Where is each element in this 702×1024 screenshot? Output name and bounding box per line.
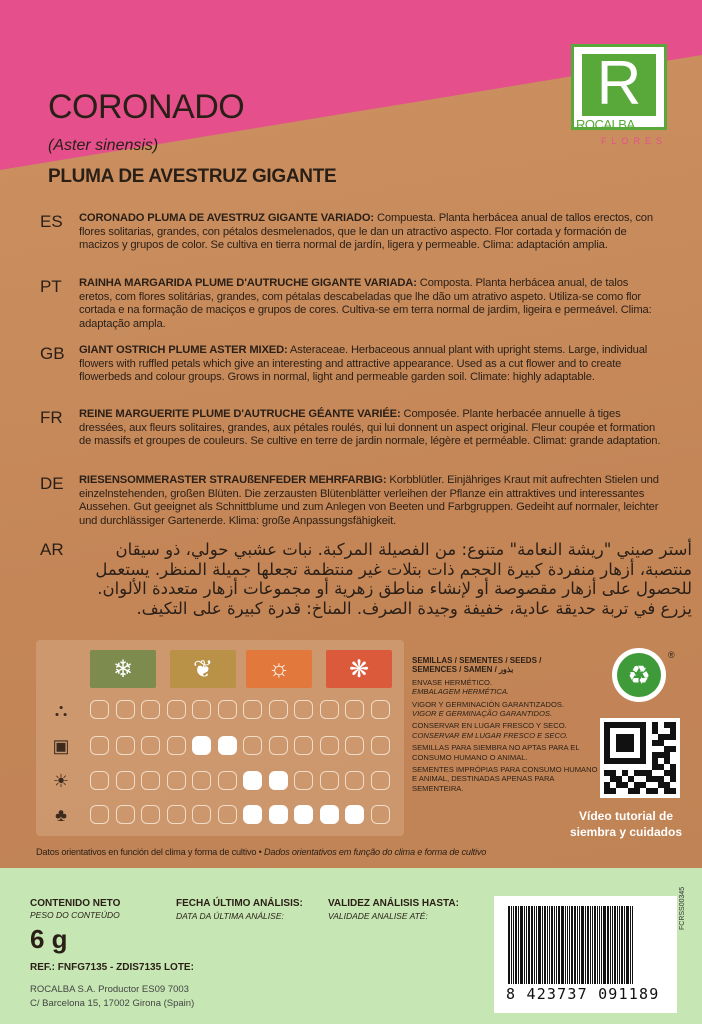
description-es [79, 212, 664, 253]
calendar-cell [192, 736, 211, 755]
net-content-label: CONTENIDO NETO [30, 898, 121, 909]
qr-code[interactable] [600, 718, 680, 798]
description-text: Composta. Planta herbácea anual, de talos eretos, com flores solitárias, grandes, com pétalas descabeladas que lhe dão um atrativo aspeto. Utiliza-se como flor cortada e na formação de maciços e grupos de cores. Cultiva-se em terra normal de jardim, ligeira e permeável. Clima: adaptação ampla. [79, 277, 652, 330]
description-pt [79, 277, 664, 331]
description-fr [79, 408, 664, 449]
calendar-cell [167, 700, 186, 719]
green-dot-recycle-logo [612, 648, 666, 702]
calendar-cell [116, 700, 135, 719]
logo-word: ROCALBA [576, 117, 635, 132]
calendar-cell [141, 700, 160, 719]
barcode-bars [508, 906, 664, 984]
seed-info-alt: VIGOR E GERMINAÇÃO GARANTIDOS. [412, 709, 553, 719]
calendar-cell [371, 771, 390, 790]
calendar-cell [371, 805, 390, 824]
seed-info-main: SEMENTES IMPRÓPIAS PARA CONSUMO HUMANO E ANIMAL, DESTINADAS APENAS PARA SEMENTEIRA. [412, 765, 598, 793]
logo-frame [571, 44, 667, 130]
lot-label: LOTE: [163, 962, 194, 973]
calendar-cell [167, 771, 186, 790]
seeds-heading-arabic: بذور [499, 665, 514, 675]
calendar-cell [345, 700, 364, 719]
calendar-cell [294, 805, 313, 824]
logo-letter: R [582, 54, 656, 116]
seed-info-alt: CONSERVAR EM LUGAR FRESCO E SECO. [412, 730, 568, 740]
lang-code-pt: PT [40, 277, 62, 296]
sun-icon: ☼ [246, 650, 312, 688]
seed-items [412, 678, 602, 793]
seed-info-item [412, 721, 602, 740]
calendar-cell [192, 771, 211, 790]
calendar-cell [90, 736, 109, 755]
product-subtitle: PLUMA DE AVESTRUZ GIGANTE [48, 166, 337, 187]
calendar-cell [269, 700, 288, 719]
seed-info-main: ENVASE HERMÉTICO. [412, 677, 493, 687]
registered-mark: ® [668, 650, 675, 660]
orientation-note [36, 847, 486, 857]
seed-info-main: VIGOR Y GERMINACIÓN GARANTIZADOS. [412, 699, 565, 709]
calendar-cell [371, 700, 390, 719]
seeds-info [412, 656, 602, 793]
calendar-cell [345, 736, 364, 755]
calendar-cell [90, 700, 109, 719]
calendar-cell [294, 700, 313, 719]
description-heading: RAINHA MARGARIDA PLUME D'AUTRUCHE GIGANTE VARIADA: [79, 277, 417, 289]
calendar-cell [218, 700, 237, 719]
calendar-cell [167, 805, 186, 824]
arabic-description: أستر صيني "ريشة النعامة" متنوع: من الفصيلة المركبة. نبات عشبي حولي، ذو سيقان منتصبة، أزهار منفردة كبيرة الحجم ذات بتلات غير منتظمة تجعلها جميلة المنظر. يستعمل للحصول على أزهار مقصوصة أو لإنشاء مناطق زهرية أو مجموعات أزهار متعددة الألوان. يزرع في تربة حديقة عادية، خفيفة وجيدة الصرف. المناخ: قدرة كبيرة على التكيف. [95, 540, 692, 618]
seed-sowing-icon: ⛬ [54, 699, 68, 720]
calendar-cell [218, 805, 237, 824]
seeds-heading-2 [412, 665, 602, 674]
calendar-cell [192, 700, 211, 719]
description-gb [79, 344, 664, 385]
lang-code-gb: GB [40, 344, 65, 363]
leaf-icon: ❦ [170, 650, 236, 688]
calendar-cell [116, 805, 135, 824]
seed-info-item [412, 765, 602, 793]
lang-code-fr: FR [40, 408, 63, 427]
seed-info-alt: EMBALAGEM HERMÉTICA. [412, 687, 510, 697]
seed-info-item [412, 700, 602, 719]
analysis-date-label-pt: DATA DA ÚLTIMA ANÁLISE: [176, 911, 284, 921]
calendar-cell [243, 700, 262, 719]
calendar-cell [90, 805, 109, 824]
company-line-1: ROCALBA S.A. Productor ES09 7003 [30, 984, 189, 995]
calendar-cell [141, 805, 160, 824]
calendar-cell [294, 736, 313, 755]
calendar-cell [345, 771, 364, 790]
sow-outdoor-icon: ☀ [52, 770, 70, 791]
calendar-cell [167, 736, 186, 755]
description-text: Composée. Plante herbacée annuelle à tiges dressées, aux fleurs solitaires, grandes, aux pétales roulés, qui lui donnent un aspect original. Fleur coupée et formation de massifs et groupes de couleurs. Se cultive en terre de jardin normale, légère et perméable. Climat: grande adaptation. [79, 408, 661, 448]
calendar-cell [371, 736, 390, 755]
barcode [494, 896, 677, 1013]
calendar-cell [269, 736, 288, 755]
calendar-cell [320, 700, 339, 719]
calendar-cell [218, 736, 237, 755]
orientation-note-es: Datos orientativos en función del clima y forma de cultivo • [36, 847, 262, 857]
description-heading: RIESENSOMMERASTER STRAUßENFEDER MEHRFARBIG: [79, 474, 387, 486]
video-tutorial-label: Vídeo tutorial de siembra y cuidados [569, 809, 683, 839]
description-heading: REINE MARGUERITE PLUME D'AUTRUCHE GÉANTE VARIÉE: [79, 408, 401, 420]
calendar-cell [243, 805, 262, 824]
seed-info-item [412, 743, 602, 762]
maple-leaf-icon: ❋ [326, 650, 392, 688]
snowflake-icon: ❄ [90, 650, 156, 688]
validity-label-pt: VALIDADE ANALISE ATÉ: [328, 911, 428, 921]
calendar-cell [243, 736, 262, 755]
net-content-label-pt: PESO DO CONTEÚDO [30, 910, 120, 920]
calendar-cell [294, 771, 313, 790]
lang-code-ar: AR [40, 540, 64, 559]
logo-subtitle: FLORES [601, 136, 668, 146]
seeds-heading-1 [412, 656, 602, 665]
latin-name: (Aster sinensis) [48, 137, 159, 154]
calendar-cell [320, 805, 339, 824]
rocalba-logo [571, 44, 667, 152]
description-heading: GIANT OSTRICH PLUME ASTER MIXED: [79, 344, 288, 356]
description-heading: CORONADO PLUMA DE AVESTRUZ GIGANTE VARIADO: [79, 212, 374, 224]
calendar-cell [141, 771, 160, 790]
recycle-icon: ♻ [617, 653, 661, 697]
calendar-cell [320, 771, 339, 790]
sowing-calendar [36, 640, 404, 836]
description-text: Compuesta. Planta herbácea anual de tallos erectos, con flores solitarias, grandes, con pétalos desmelenados, que le dan un atractivo aspecto. Flor cortada y formación de macizos y grupos de color. Se cultiva en tierra normal de jardín, ligera y permeable. Clima: adaptación amplia. [79, 212, 653, 252]
sow-in-tray-icon: ▣ [52, 735, 70, 756]
qr-code-grid [604, 722, 676, 794]
seed-info-item [412, 678, 602, 697]
calendar-cell [320, 736, 339, 755]
seed-info-main: SEMILLAS PARA SIEMBRA NO APTAS PARA EL CONSUMO HUMANO O ANIMAL. [412, 743, 580, 762]
seeds-heading-text-2: SEMENCES / SAMEN / [412, 665, 497, 675]
calendar-cell [192, 805, 211, 824]
calendar-cell [269, 805, 288, 824]
analysis-date-label: FECHA ÚLTIMO ANÁLISIS: [176, 898, 303, 909]
calendar-cell [218, 771, 237, 790]
description-text: Korbblütler. Einjähriges Kraut mit aufrechten Stielen und einzelnstehenden, großen Blüten. Die zerzausten Blütenblätter verleihen der Pflanze ein attraktives und interessantes Aussehen. Gut geeignet als Schnittblume und zum Anlegen von Beeten und Farbgruppen. Gedeiht auf normaler, leichter und durchlässiger Gartenerde. Klima: große Anpassungsfähigkeit. [79, 474, 659, 527]
calendar-cell [243, 771, 262, 790]
calendar-cell [116, 771, 135, 790]
calendar-cell [90, 771, 109, 790]
side-code: FCRSS00345 [679, 886, 686, 930]
reference-line [30, 962, 194, 973]
company-info [30, 983, 194, 1011]
calendar-cell [141, 736, 160, 755]
harvest-icon: ♣ [55, 804, 67, 825]
lang-code-es: ES [40, 212, 63, 231]
calendar-cell [345, 805, 364, 824]
calendar-cell [116, 736, 135, 755]
orientation-note-pt: Dados orientativos em função do clima e forma de cultivo [263, 847, 487, 857]
net-weight: 6 g [30, 924, 68, 954]
validity-label: VALIDEZ ANÁLISIS HASTA: [328, 898, 459, 909]
calendar-cell [269, 771, 288, 790]
product-title: CORONADO [48, 88, 245, 126]
description-text: Asteraceae. Herbaceous annual plant with upright stems. Large, individual flowers with ruffled petals which give an interesting and attractive appearance. Used as a cut flower and to create flowerbeds and colour groups. Grows in normal, light and permeable garden soil. Climate: highly adaptable. [79, 344, 648, 384]
reference-code: REF.: FNFG7135 - ZDIS7135 [30, 962, 162, 973]
description-de [79, 474, 664, 528]
barcode-number: 8 423737 091189 [506, 985, 660, 1003]
lang-code-de: DE [40, 474, 64, 493]
seed-info-main: CONSERVAR EN LUGAR FRESCO Y SECO. [412, 721, 567, 731]
seeds-heading-text: SEMILLAS / SEMENTES / SEEDS / [412, 656, 542, 665]
company-line-2: C/ Barcelona 15, 17002 Girona (Spain) [30, 998, 195, 1009]
